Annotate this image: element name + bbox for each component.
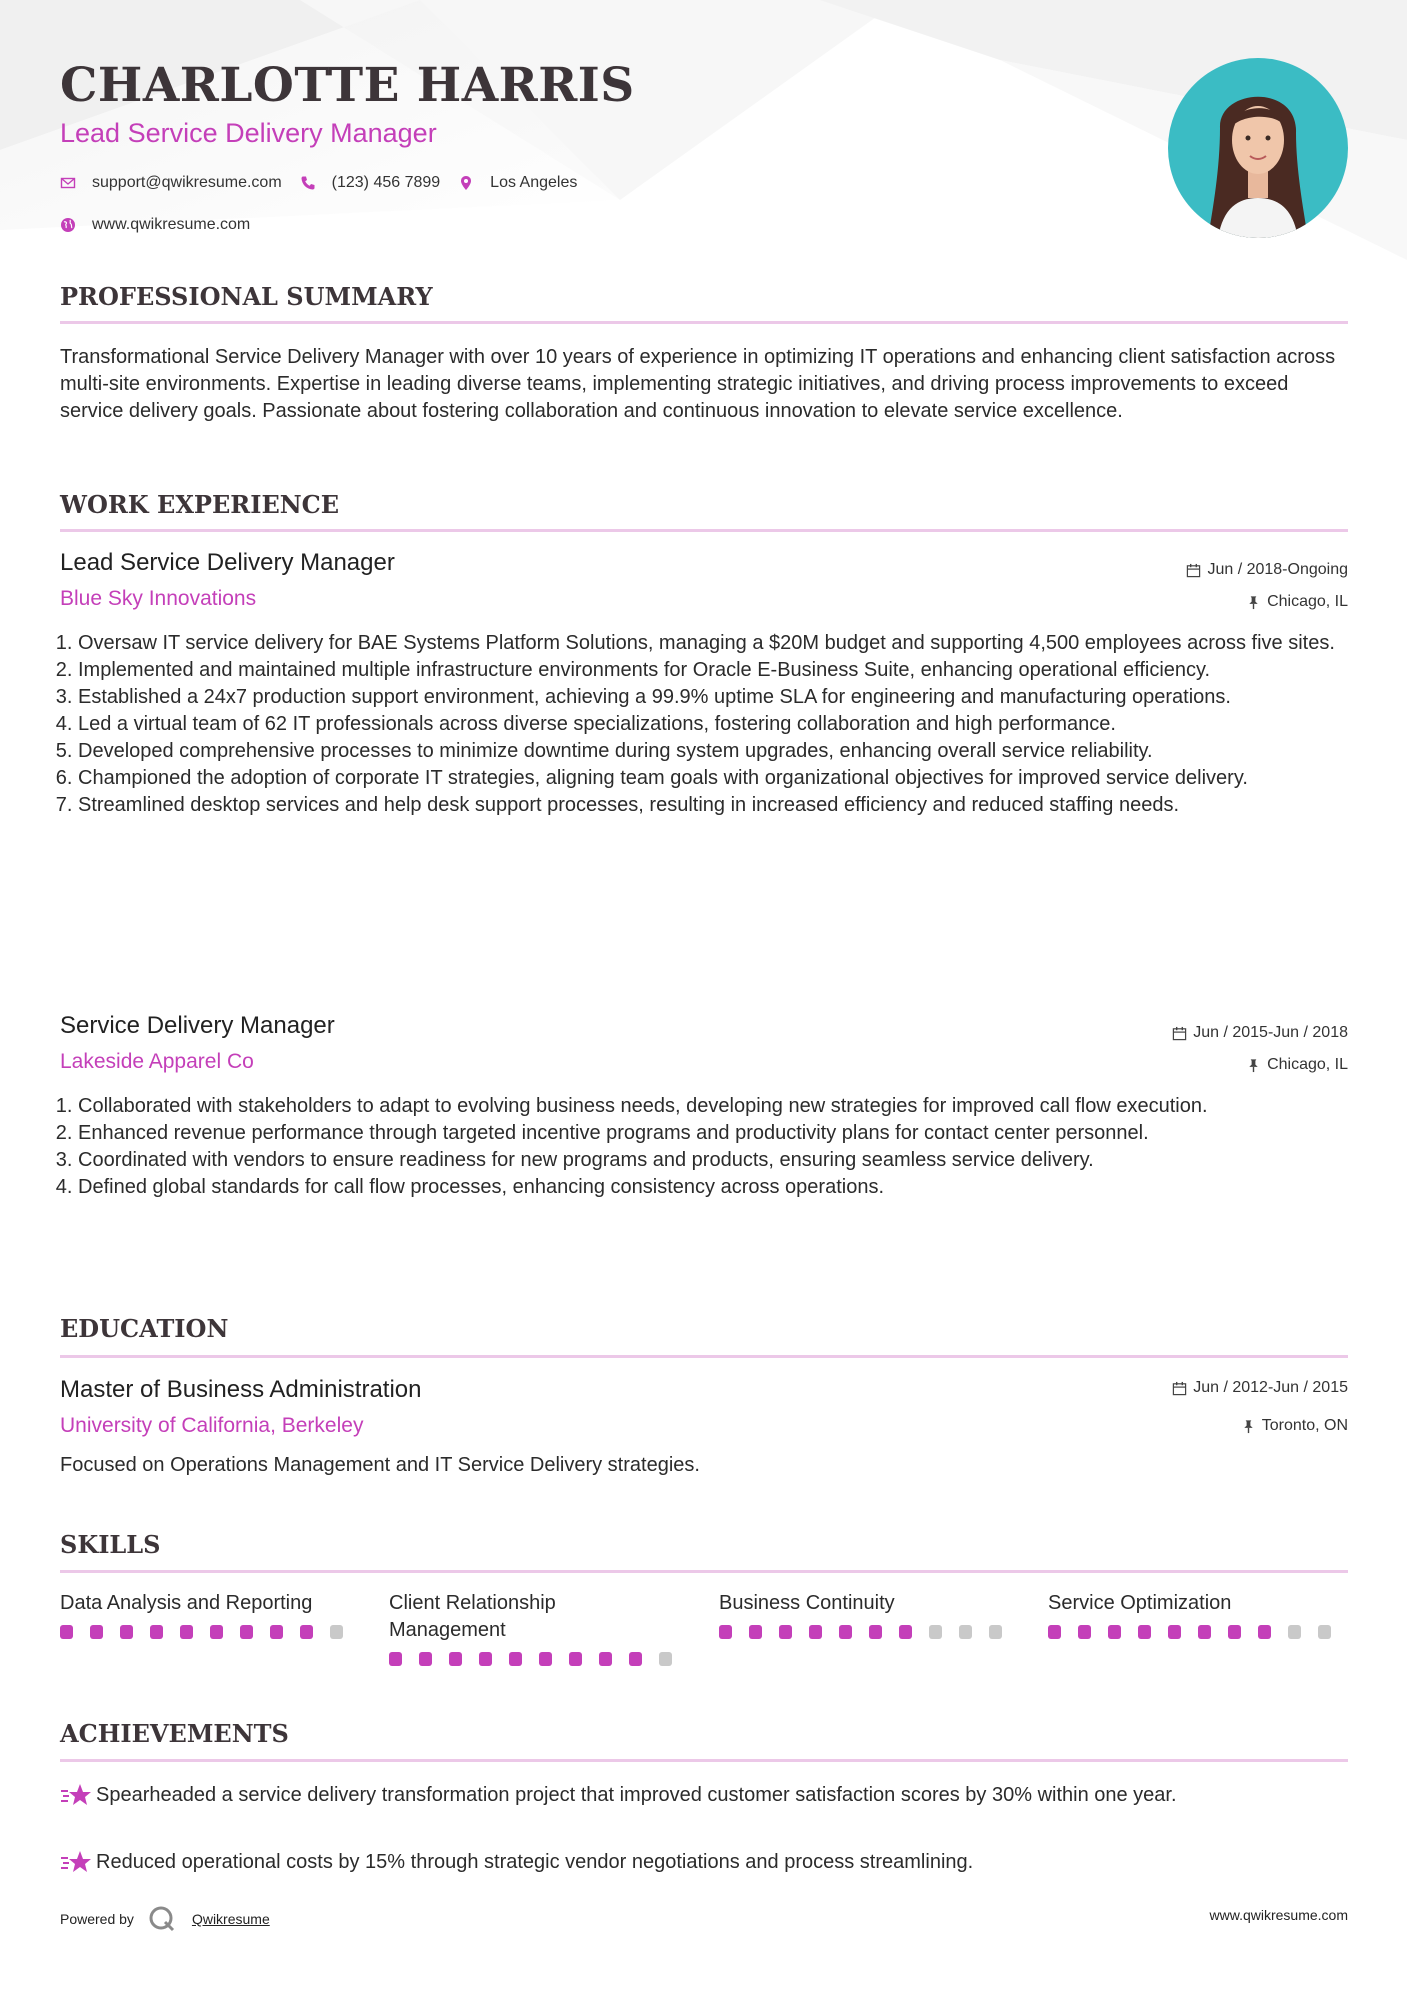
skill-rating [60, 1625, 360, 1639]
skill-item [389, 1590, 689, 1666]
rating-dot-filled [419, 1652, 432, 1666]
qwikresume-logo-icon [148, 1905, 176, 1933]
list-item: 4. Led a virtual team of 62 IT professionals across diverse specializations, fostering collaboration and high performance. [78, 711, 1366, 738]
rating-dot-empty [330, 1625, 343, 1639]
skill-rating [719, 1625, 1019, 1639]
list-item: 2. Implemented and maintained multiple infrastructure environments for Oracle E-Business Suite, enhancing operational efficiency. [78, 657, 1366, 684]
rating-dot-filled [509, 1652, 522, 1666]
achievements-heading: ACHIEVEMENTS [60, 1719, 289, 1748]
phone-number: (123) 456 7899 [331, 174, 441, 191]
education-dates: Jun / 2012-Jun / 2015 [1172, 1379, 1348, 1397]
rating-dot-filled [389, 1652, 402, 1666]
rating-dot-filled [1078, 1625, 1091, 1639]
list-item: 5. Developed comprehensive processes to minimize downtime during system upgrades, enhancing overall service reliability. [78, 738, 1366, 765]
location-text: Los Angeles [490, 174, 578, 191]
star-icon [60, 1782, 96, 1808]
skill-rating [389, 1652, 689, 1666]
job-bullets [60, 630, 1366, 819]
pushpin-icon [1241, 1419, 1256, 1434]
rating-dot-filled [809, 1625, 822, 1639]
list-item: 1. Collaborated with stakeholders to adapt to evolving business needs, developing new strategies for improved call flow execution. [78, 1093, 1366, 1120]
rating-dot-filled [599, 1652, 612, 1666]
job-role: Lead Service Delivery Manager [60, 549, 395, 576]
achievement-item: Spearheaded a service delivery transformation project that improved customer satisfaction scores by 30% within one year. [60, 1782, 1348, 1809]
skill-name: Data Analysis and Reporting [60, 1592, 313, 1614]
rating-dot-filled [479, 1652, 492, 1666]
rating-dot-empty [1318, 1625, 1331, 1639]
rating-dot-filled [1108, 1625, 1121, 1639]
summary-heading: PROFESSIONAL SUMMARY [60, 282, 433, 311]
rating-dot-filled [1198, 1625, 1211, 1639]
rating-dot-filled [120, 1625, 133, 1639]
list-item: 7. Streamlined desktop services and help desk support processes, resulting in increased efficiency and reduced staffing needs. [78, 792, 1366, 819]
website-row [60, 216, 268, 234]
rating-dot-filled [779, 1625, 792, 1639]
job-company: Lakeside Apparel Co [60, 1050, 254, 1073]
rating-dot-filled [719, 1625, 732, 1639]
rating-dot-empty [1288, 1625, 1301, 1639]
pushpin-icon [1246, 1058, 1261, 1073]
calendar-icon [1172, 1026, 1187, 1041]
website-link[interactable]: www.qwikresume.com [92, 216, 251, 233]
list-item: 2. Enhanced revenue performance through targeted incentive programs and productivity plans for contact center personnel. [78, 1120, 1366, 1147]
job-location: Chicago, IL [1246, 593, 1348, 611]
rating-dot-filled [1138, 1625, 1151, 1639]
contact-row [60, 174, 595, 192]
job-location: Chicago, IL [1246, 1056, 1348, 1074]
rating-dot-filled [629, 1652, 642, 1666]
summary-text: Transformational Service Delivery Manager with over 10 years of experience in optimizing IT operations and enhancing client satisfaction across multi-site environments. Expertise in leading diverse teams, implementing strategic initiatives, and driving process improvements to exceed service delivery goals. Passionate about fostering collaboration and continuous innovation to elevate service excellence. [60, 346, 1336, 422]
list-item: 1. Oversaw IT service delivery for BAE Systems Platform Solutions, managing a $20M budget and supporting 4,500 employees across five sites. [78, 630, 1366, 657]
map-pin-icon [458, 175, 474, 191]
skill-name: Service Optimization [1048, 1592, 1232, 1614]
rating-dot-filled [749, 1625, 762, 1639]
candidate-title: Lead Service Delivery Manager [60, 118, 437, 148]
rating-dot-filled [1258, 1625, 1271, 1639]
footer-url[interactable]: www.qwikresume.com [1209, 1907, 1348, 1923]
rating-dot-filled [270, 1625, 283, 1639]
degree-name: Master of Business Administration [60, 1376, 422, 1403]
candidate-name: CHARLOTTE HARRIS [60, 58, 635, 113]
rating-dot-filled [1048, 1625, 1061, 1639]
email-link[interactable]: support@qwikresume.com [92, 174, 282, 191]
skills-heading: SKILLS [60, 1530, 161, 1559]
qwikresume-link[interactable]: Qwikresume [191, 1911, 270, 1927]
job-bullets [60, 1093, 1366, 1201]
section-divider [60, 321, 1348, 324]
rating-dot-filled [539, 1652, 552, 1666]
rating-dot-filled [1168, 1625, 1181, 1639]
rating-dot-filled [899, 1625, 912, 1639]
school-name: University of California, Berkeley [60, 1414, 364, 1437]
skill-rating [1048, 1625, 1348, 1639]
skill-name: Client Relationship Management [389, 1592, 556, 1641]
skill-item [719, 1590, 1019, 1639]
star-icon [60, 1849, 96, 1875]
rating-dot-filled [869, 1625, 882, 1639]
section-divider [60, 1759, 1348, 1762]
envelope-icon [60, 175, 76, 191]
phone-icon [300, 175, 316, 191]
rating-dot-empty [659, 1652, 672, 1666]
rating-dot-filled [240, 1625, 253, 1639]
skill-item [1048, 1590, 1348, 1639]
section-divider [60, 1570, 1348, 1573]
section-divider [60, 529, 1348, 532]
job-company: Blue Sky Innovations [60, 587, 257, 610]
list-item: 3. Coordinated with vendors to ensure readiness for new programs and products, ensuring seamless service delivery. [78, 1147, 1366, 1174]
section-divider [60, 1355, 1348, 1358]
rating-dot-empty [989, 1625, 1002, 1639]
rating-dot-filled [60, 1625, 73, 1639]
rating-dot-filled [300, 1625, 313, 1639]
rating-dot-empty [959, 1625, 972, 1639]
skill-name: Business Continuity [719, 1592, 895, 1614]
calendar-icon [1172, 1381, 1187, 1396]
globe-icon [60, 217, 76, 233]
rating-dot-filled [210, 1625, 223, 1639]
experience-heading: WORK EXPERIENCE [60, 490, 340, 519]
job-dates: Jun / 2015-Jun / 2018 [1172, 1024, 1348, 1042]
education-heading: EDUCATION [60, 1314, 229, 1343]
rating-dot-filled [90, 1625, 103, 1639]
rating-dot-filled [1228, 1625, 1241, 1639]
rating-dot-filled [569, 1652, 582, 1666]
achievement-item: Reduced operational costs by 15% through strategic vendor negotiations and process streamlining. [60, 1849, 1348, 1876]
rating-dot-empty [929, 1625, 942, 1639]
rating-dot-filled [449, 1652, 462, 1666]
profile-photo [1168, 58, 1348, 238]
rating-dot-filled [180, 1625, 193, 1639]
pushpin-icon [1246, 595, 1261, 610]
skill-item [60, 1590, 360, 1639]
job-dates: Jun / 2018-Ongoing [1186, 561, 1348, 579]
job-role: Service Delivery Manager [60, 1012, 335, 1039]
list-item: 3. Established a 24x7 production support environment, achieving a 99.9% uptime SLA for engineering and manufacturing operations. [78, 684, 1366, 711]
education-note: Focused on Operations Management and IT Service Delivery strategies. [60, 1454, 700, 1476]
list-item: 6. Championed the adoption of corporate IT strategies, aligning team goals with organizational objectives for improved service delivery. [78, 765, 1366, 792]
footer-powered-by: Powered by Qwikresume [60, 1905, 270, 1933]
rating-dot-filled [150, 1625, 163, 1639]
calendar-icon [1186, 563, 1201, 578]
rating-dot-filled [839, 1625, 852, 1639]
education-location: Toronto, ON [1241, 1417, 1348, 1435]
list-item: 4. Defined global standards for call flow processes, enhancing consistency across operations. [78, 1174, 1366, 1201]
